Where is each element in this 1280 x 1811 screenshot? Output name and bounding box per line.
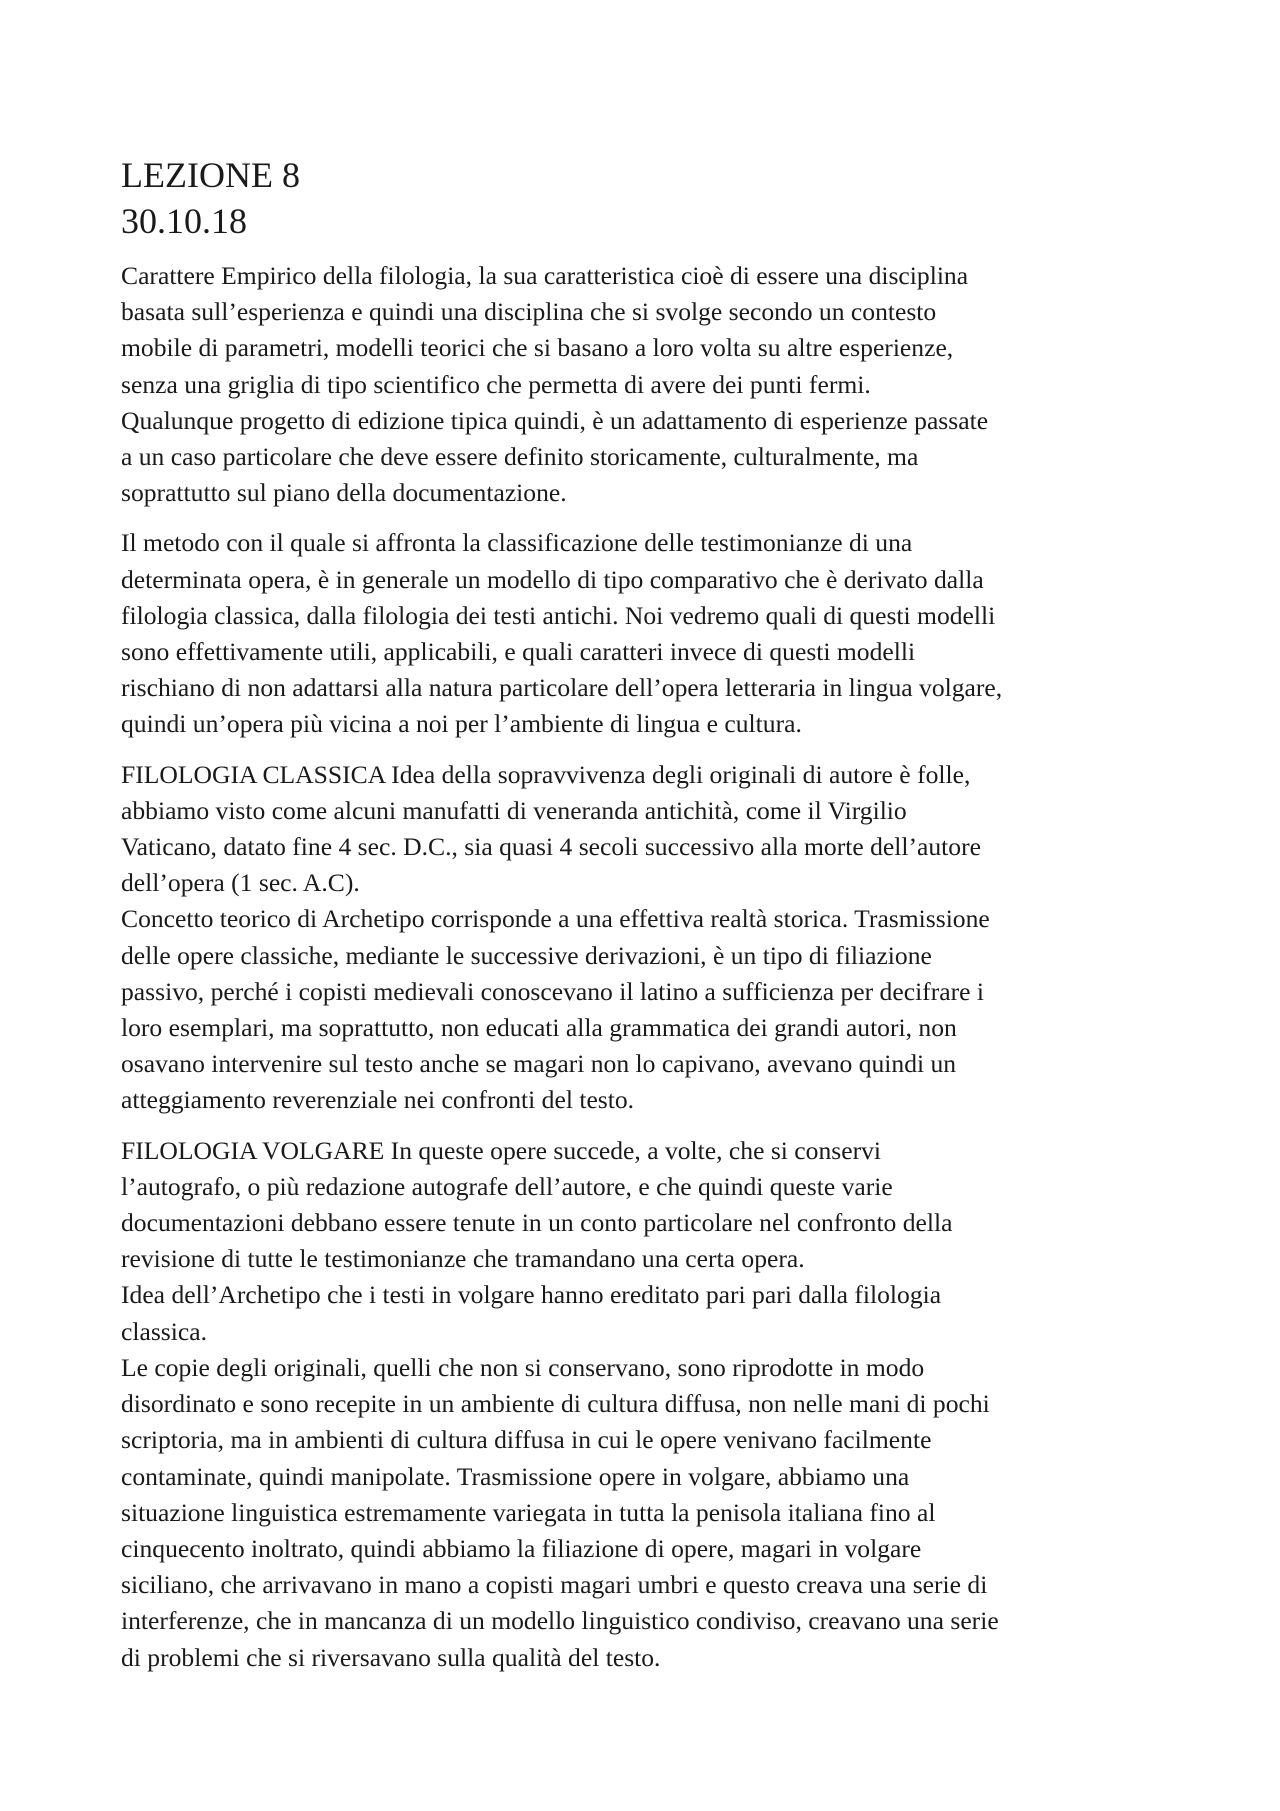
text-line: di problemi che si riversavano sulla qualità del testo. xyxy=(121,1642,661,1672)
text-line: filologia classica, dalla filologia dei testi antichi. Noi vedremo quali di questi modelli xyxy=(121,600,996,630)
text-line: revisione di tutte le testimonianze che tramandano una certa opera. xyxy=(121,1244,805,1274)
text-line: Il metodo con il quale si affronta la classificazione delle testimonianze di una xyxy=(121,528,913,558)
text-line: quindi un’opera più vicina a noi per l’ambiente di lingua e cultura. xyxy=(121,709,802,739)
text-line: scriptoria, ma in ambienti di cultura diffusa in cui le opere venivano facilmente xyxy=(121,1425,932,1455)
text-line: basata sull’esperienza e quindi una disciplina che si svolge secondo un contesto xyxy=(121,297,937,327)
text-line: soprattutto sul piano della documentazione. xyxy=(121,478,567,508)
text-line: Vaticano, datato fine 4 sec. D.C., sia quasi 4 secoli successivo alla morte dell’autore xyxy=(121,832,981,862)
text-line: determinata opera, è in generale un modello di tipo comparativo che è derivato dalla xyxy=(121,564,984,594)
text-line: dell’opera (1 sec. A.C). xyxy=(121,868,360,898)
text-line: Idea dell’Archetipo che i testi in volgare hanno ereditato pari pari dalla filologia xyxy=(121,1280,942,1310)
text-line: disordinato e sono recepite in un ambiente di cultura diffusa, non nelle mani di pochi xyxy=(121,1389,990,1419)
document-content xyxy=(121,152,1181,1690)
text-line: osavano intervenire sul testo anche se magari non lo capivano, avevano quindi un xyxy=(121,1049,957,1079)
text-line: abbiamo visto come alcuni manufatti di veneranda antichità, come il Virgilio xyxy=(121,795,907,825)
text-line: sono effettivamente utili, applicabili, e quali caratteri invece di questi modelli xyxy=(121,637,916,667)
text-line: passivo, perché i copisti medievali conoscevano il latino a sufficienza per decifrare i xyxy=(121,976,984,1006)
text-line: FILOLOGIA VOLGARE In queste opere succede, a volte, che si conservi xyxy=(121,1135,882,1165)
paragraph-classical-philology xyxy=(121,757,1181,1119)
lesson-title: LEZIONE 8 xyxy=(121,155,300,195)
text-line: siciliano, che arrivavano in mano a copisti magari umbri e questo creava una serie di xyxy=(121,1570,988,1600)
text-line: Concetto teorico di Archetipo corrisponde a una effettiva realtà storica. Trasmissione xyxy=(121,904,990,934)
text-line: situazione linguistica estremamente variegata in tutta la penisola italiana fino al xyxy=(121,1497,936,1527)
text-line: mobile di parametri, modelli teorici che si basano a loro volta su altre esperienze, xyxy=(121,333,954,363)
text-line: classica. xyxy=(121,1316,207,1346)
text-line: rischiano di non adattarsi alla natura particolare dell’opera letteraria in lingua volgare, xyxy=(121,673,1003,703)
text-line: contaminate, quindi manipolate. Trasmissione opere in volgare, abbiamo una xyxy=(121,1461,910,1491)
text-line: l’autografo, o più redazione autografe dell’autore, e che quindi queste varie xyxy=(121,1171,893,1201)
text-line: FILOLOGIA CLASSICA Idea della sopravvivenza degli originali di autore è folle, xyxy=(121,759,971,789)
lesson-header xyxy=(121,152,1181,244)
paragraph-comparative-method xyxy=(121,525,1181,742)
text-line: cinquecento inoltrato, quindi abbiamo la filiazione di opere, magari in volgare xyxy=(121,1533,922,1563)
text-line: a un caso particolare che deve essere definito storicamente, culturalmente, ma xyxy=(121,442,919,472)
text-line: atteggiamento reverenziale nei confronti del testo. xyxy=(121,1085,635,1115)
text-line: Carattere Empirico della filologia, la sua caratteristica cioè di essere una disciplina xyxy=(121,261,969,290)
text-line: senza una griglia di tipo scientifico che permetta di avere dei punti fermi. xyxy=(121,369,871,399)
text-line: Qualunque progetto di edizione tipica quindi, è un adattamento di esperienze passate xyxy=(121,405,989,435)
text-line: documentazioni debbano essere tenute in un conto particolare nel confronto della xyxy=(121,1208,953,1238)
text-line: delle opere classiche, mediante le successive derivazioni, è un tipo di filiazione xyxy=(121,940,932,970)
text-line: Le copie degli originali, quelli che non si conservano, sono riprodotte in modo xyxy=(121,1352,925,1382)
text-line: interferenze, che in mancanza di un modello linguistico condiviso, creavano una serie xyxy=(121,1606,999,1636)
text-line: loro esemplari, ma soprattutto, non educati alla grammatica dei grandi autori, non xyxy=(121,1013,957,1043)
paragraph-vulgar-philology xyxy=(121,1133,1181,1676)
lesson-date: 30.10.18 xyxy=(121,201,247,241)
paragraph-empirical-character xyxy=(121,258,1181,511)
